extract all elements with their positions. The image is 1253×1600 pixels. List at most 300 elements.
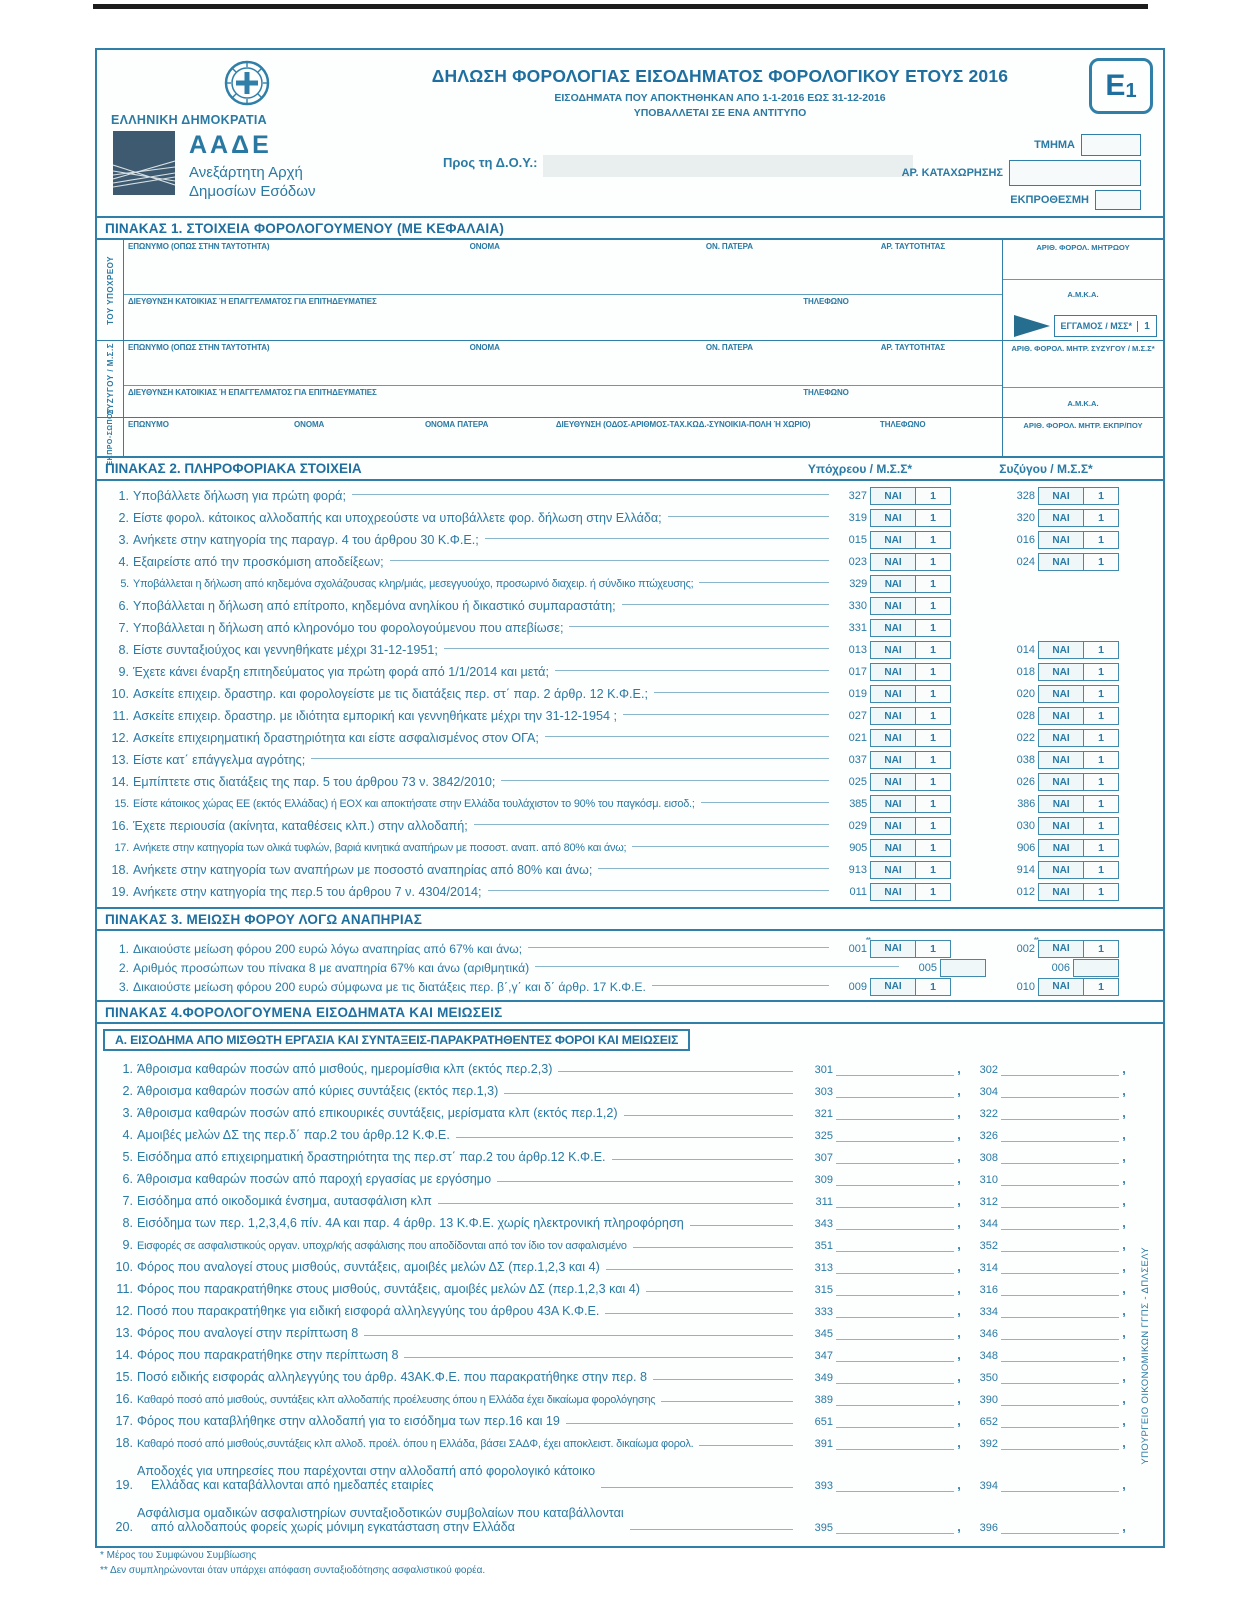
- obligor-answer-group: [835, 531, 951, 549]
- spouse-yes-checkbox[interactable]: ΝΑΙ: [1038, 940, 1084, 958]
- obligor-yes-checkbox[interactable]: ΝΑΙ: [870, 575, 916, 593]
- married-value[interactable]: 1: [1137, 321, 1156, 332]
- row-number: 5.: [122, 1150, 133, 1164]
- spouse-value-box[interactable]: 1: [1084, 861, 1119, 879]
- row-text-line1: Ποσό που παρακρατήθηκε για ειδική εισφορά αλληλεγγύης του άρθρου 43Α Κ.Φ.Ε.: [137, 1304, 600, 1318]
- row-text: [137, 1414, 560, 1428]
- table4-rows: [97, 1054, 1163, 1546]
- question-text: Υποβάλλεται η δήλωση από κληρονόμο του φορολογούμενου που απεβίωσε;: [133, 621, 564, 635]
- spouse-amount-code: 326: [979, 1130, 998, 1142]
- obligor-value-box[interactable]: 1: [916, 773, 951, 791]
- spouse-amount-code: 348: [979, 1350, 998, 1362]
- spouse-code: 020: [1016, 688, 1035, 700]
- spouse-code: 038: [1016, 754, 1035, 766]
- obligor-amount-field[interactable]: [836, 1325, 954, 1340]
- obligor-yes-checkbox[interactable]: ΝΑΙ: [870, 839, 916, 857]
- spouse-amount-field[interactable]: [1001, 1303, 1119, 1318]
- obligor-code: [835, 935, 870, 955]
- side-label-obligor: ΤΟΥ ΥΠΟΧΡΕΟΥ: [105, 255, 115, 325]
- question-text: Υποβάλλετε δήλωση για πρώτη φορά;: [133, 489, 346, 503]
- obligor-value-box[interactable]: 1: [916, 795, 951, 813]
- leader-line: [622, 603, 829, 605]
- table2-question-row: [105, 705, 1163, 727]
- republic-label: ΕΛΛΗΝΙΚΗ ΔΗΜΟΚΡΑΤΙΑ: [111, 113, 268, 127]
- greek-republic-emblem: [224, 60, 270, 106]
- table4-income-row: [105, 1166, 1163, 1188]
- spouse-value-box[interactable]: 1: [1084, 531, 1119, 549]
- spouse-amount-code: 322: [979, 1108, 998, 1120]
- obligor-amount-field[interactable]: [836, 1237, 954, 1252]
- obligor-code: 017: [848, 666, 867, 678]
- spouse-amount-field[interactable]: [1001, 1391, 1119, 1406]
- obligor-yes-checkbox[interactable]: ΝΑΙ: [870, 883, 916, 901]
- question-text: Έχετε περιουσία (ακίνητα, καταθέσεις κλπ.) στην αλλοδαπή;: [133, 819, 468, 833]
- obligor-father-label: ΟΝ. ΠΑΤΕΡΑ: [705, 242, 753, 251]
- leader-line: [558, 1070, 793, 1072]
- question-number: 1.: [118, 489, 129, 503]
- spouse-code: 026: [1016, 776, 1035, 788]
- obligor-amount-field[interactable]: [836, 1347, 954, 1362]
- obligor-amount-field[interactable]: [836, 1369, 954, 1384]
- question-number: 1.: [118, 941, 129, 956]
- obligor-code: 015: [848, 534, 867, 546]
- table2-rows: [97, 481, 1163, 907]
- row-number: 20.: [115, 1520, 133, 1534]
- decimal-comma: ,: [957, 1436, 961, 1450]
- question-text: Είστε κατ΄ επάγγελμα αγρότης;: [133, 753, 306, 767]
- decimal-comma: ,: [1122, 1084, 1126, 1098]
- late-submission-box[interactable]: [1095, 190, 1141, 210]
- spouse-amount-code: 314: [979, 1262, 998, 1274]
- spouse-amount-field[interactable]: [1001, 1281, 1119, 1296]
- obligor-amount-field[interactable]: [836, 1193, 954, 1208]
- obligor-afm-cell[interactable]: [1003, 240, 1163, 280]
- obligor-answer-group: [835, 861, 951, 879]
- registration-number-label: ΑΡ. ΚΑΤΑΧΩΡΗΣΗΣ: [901, 167, 1003, 179]
- row-number: 12.: [115, 1304, 133, 1318]
- table4-income-row: [105, 1386, 1163, 1408]
- obligor-answer-group: [835, 839, 951, 857]
- spouse-afm-cell[interactable]: [1003, 341, 1163, 388]
- spouse-value-box[interactable]: 1: [1084, 509, 1119, 527]
- row-text-line1: Φόρος που παρακρατήθηκε στους μισθούς, συντάξεις, αμοιβές μελών ΔΣ (περ.1,2,3 και 4): [137, 1282, 640, 1296]
- spouse-code: 012: [1016, 886, 1035, 898]
- obligor-amount-field[interactable]: [836, 1477, 954, 1492]
- obligor-amount-field[interactable]: [836, 1281, 954, 1296]
- obligor-yes-checkbox[interactable]: ΝΑΙ: [870, 553, 916, 571]
- obligor-yes-checkbox[interactable]: ΝΑΙ: [870, 509, 916, 527]
- obligor-value-box[interactable]: 1: [916, 751, 951, 769]
- scan-edge-line: [93, 4, 1148, 9]
- table2-question-row: [105, 551, 1163, 573]
- obligor-amount-code: 307: [814, 1152, 833, 1164]
- obligor-answer-group: [835, 729, 951, 747]
- obligor-code: 329: [849, 578, 867, 590]
- obligor-value-box[interactable]: 1: [916, 487, 951, 505]
- spouse-value-box[interactable]: 1: [1084, 751, 1119, 769]
- spouse-amount-field[interactable]: [1001, 1215, 1119, 1230]
- row-text-line1: Φόρος που καταβλήθηκε στην αλλοδαπή για το εισόδημα των περ.16 και 19: [137, 1414, 560, 1428]
- obligor-yes-checkbox[interactable]: ΝΑΙ: [870, 729, 916, 747]
- spouse-yes-checkbox[interactable]: ΝΑΙ: [1038, 553, 1084, 571]
- decimal-comma: ,: [1122, 1238, 1126, 1252]
- obligor-value-box[interactable]: 1: [916, 861, 951, 879]
- spouse-name-label: ΟΝΟΜΑ: [469, 343, 500, 352]
- obligor-value-box[interactable]: 1: [916, 707, 951, 725]
- row-text-line1: Ποσό ειδικής εισφοράς αλληλεγγύης του άρθρ. 43ΑΚ.Φ.Ε. που παρακρατήθηκε στην περ. 8: [137, 1370, 648, 1384]
- row-number: 16.: [115, 1392, 133, 1406]
- decimal-comma: ,: [1122, 1392, 1126, 1406]
- decimal-comma: ,: [1122, 1370, 1126, 1384]
- obligor-code-value: 005: [918, 961, 937, 974]
- leader-line: [352, 493, 829, 495]
- spouse-yes-checkbox[interactable]: ΝΑΙ: [1038, 773, 1084, 791]
- tmima-input-box[interactable]: [1081, 134, 1141, 156]
- obligor-value-box[interactable]: 1: [916, 883, 951, 901]
- spouse-amount-field[interactable]: [1001, 1369, 1119, 1384]
- obligor-value-box[interactable]: 1: [916, 509, 951, 527]
- spouse-value-box[interactable]: 1: [1084, 839, 1119, 857]
- obligor-yes-checkbox[interactable]: ΝΑΙ: [870, 751, 916, 769]
- obligor-amount-field[interactable]: [836, 1259, 954, 1274]
- spouse-yes-checkbox[interactable]: ΝΑΙ: [1038, 707, 1084, 725]
- spouse-yes-checkbox[interactable]: ΝΑΙ: [1038, 685, 1084, 703]
- spouse-answer-group: [1038, 959, 1119, 977]
- row-text: [137, 1194, 432, 1208]
- leader-line: [528, 946, 829, 948]
- spouse-answer-group: [1003, 817, 1119, 835]
- spouse-amount-field[interactable]: [1001, 1193, 1119, 1208]
- spouse-yes-checkbox[interactable]: ΝΑΙ: [1038, 641, 1084, 659]
- spouse-value-box[interactable]: 1: [1084, 940, 1119, 958]
- leader-line: [504, 1092, 793, 1094]
- obligor-amount-field[interactable]: [836, 1519, 954, 1534]
- spouse-code-value: 006: [1051, 961, 1070, 974]
- obligor-amount-code: 351: [814, 1240, 833, 1252]
- spouse-amount-field[interactable]: [1001, 1477, 1119, 1492]
- spouse-amount-field[interactable]: [1001, 1435, 1119, 1450]
- marital-status-arrow-icon: [1014, 315, 1050, 337]
- obligor-amount-code: 321: [814, 1108, 833, 1120]
- spouse-amount-field[interactable]: [1001, 1237, 1119, 1252]
- obligor-amount-code: 315: [814, 1284, 833, 1296]
- spouse-amka-cell[interactable]: [1003, 388, 1163, 417]
- spouse-amount-field[interactable]: [1001, 1413, 1119, 1428]
- agency-name-line1: Ανεξάρτητη Αρχή: [189, 164, 303, 181]
- obligor-amount-code: 343: [814, 1218, 833, 1230]
- to-doy-label: Προς τη Δ.Ο.Υ.:: [443, 155, 538, 170]
- obligor-answer-group: [835, 978, 951, 996]
- question-number: 12.: [111, 731, 129, 745]
- spouse-answer-group: [1003, 978, 1119, 996]
- spouse-value-box[interactable]: 1: [1084, 795, 1119, 813]
- obligor-answer-group: [835, 487, 951, 505]
- decimal-comma: ,: [957, 1414, 961, 1428]
- obligor-yes-checkbox[interactable]: ΝΑΙ: [870, 940, 916, 958]
- obligor-code: 905: [849, 842, 867, 854]
- tmima-label: ΤΜΗΜΑ: [1034, 139, 1075, 151]
- table4-income-row: [105, 1144, 1163, 1166]
- obligor-amount-field[interactable]: [836, 1105, 954, 1120]
- spouse-value-box[interactable]: 1: [1084, 729, 1119, 747]
- obligor-address-row[interactable]: [124, 295, 1002, 340]
- obligor-value-box[interactable]: 1: [916, 817, 951, 835]
- obligor-yes-checkbox[interactable]: ΝΑΙ: [870, 597, 916, 615]
- spouse-address-row[interactable]: [124, 386, 1002, 417]
- question-number: 2.: [118, 511, 129, 525]
- spouse-identity-row[interactable]: [124, 341, 1002, 386]
- table4-sectionA-header: Α. ΕΙΣΟΔΗΜΑ ΑΠΟ ΜΙΣΘΩΤΗ ΕΡΓΑΣΙΑ ΚΑΙ ΣΥΝΤΑΞΕΙΣ-ΠΑΡΑΚΡΑΤΗΘΕΝΤΕΣ ΦΟΡΟΙ ΚΑΙ ΜΕΙΩΣΕΙΣ: [103, 1029, 690, 1051]
- obligor-yes-checkbox[interactable]: ΝΑΙ: [870, 619, 916, 637]
- representative-row[interactable]: [124, 418, 1002, 456]
- spouse-yes-checkbox[interactable]: ΝΑΙ: [1038, 795, 1084, 813]
- obligor-code: 027: [848, 710, 867, 722]
- obligor-answer-group: [835, 883, 951, 901]
- spouse-yes-checkbox[interactable]: ΝΑΙ: [1038, 751, 1084, 769]
- spouse-value-box[interactable]: 1: [1084, 978, 1119, 996]
- obligor-value-box[interactable]: 1: [916, 685, 951, 703]
- row-text-line1: Αποδοχές για υπηρεσίες που παρέχονται στην αλλοδαπή από φορολογικό κάτοικο: [137, 1464, 596, 1478]
- spouse-amount-field[interactable]: [1001, 1149, 1119, 1164]
- spouse-value-box[interactable]: 1: [1084, 685, 1119, 703]
- row-text: [137, 1282, 640, 1296]
- leader-line: [701, 801, 829, 803]
- row-text-line1: Εισόδημα των περ. 1,2,3,4,6 πίν. 4Α και παρ. 4 άρθρ. 13 Κ.Φ.Ε. χωρίς ηλεκτρονική πληροφόρηση: [137, 1216, 684, 1230]
- row-text: [137, 1260, 600, 1274]
- obligor-value-box[interactable]: 1: [916, 531, 951, 549]
- spouse-answer-group: [1003, 553, 1119, 571]
- form-code-digit: 1: [1125, 79, 1137, 102]
- spouse-yes-checkbox[interactable]: ΝΑΙ: [1038, 729, 1084, 747]
- row-number: 11.: [116, 1282, 133, 1296]
- spouse-value-box[interactable]: 1: [1084, 641, 1119, 659]
- leader-line: [661, 1400, 793, 1402]
- spouse-surname-label: ΕΠΩΝΥΜΟ (ΟΠΩΣ ΣΤΗΝ ΤΑΥΤΟΤΗΤΑ): [128, 343, 270, 352]
- obligor-yes-checkbox[interactable]: ΝΑΙ: [870, 978, 916, 996]
- obligor-value-box[interactable]: 1: [916, 729, 951, 747]
- obligor-identity-row[interactable]: [124, 240, 1002, 295]
- obligor-amount-field[interactable]: [836, 1435, 954, 1450]
- agency-name: [189, 164, 315, 202]
- spouse-yes-checkbox[interactable]: ΝΑΙ: [1038, 487, 1084, 505]
- leader-line: [485, 537, 829, 539]
- spouse-value-box[interactable]: 1: [1084, 883, 1119, 901]
- spouse-value-box[interactable]: 1: [1084, 663, 1119, 681]
- obligor-code: 019: [848, 688, 867, 700]
- leader-line: [569, 625, 829, 627]
- spouse-yes-checkbox[interactable]: ΝΑΙ: [1038, 883, 1084, 901]
- rep-phone-label: ΤΗΛΕΦΩΝΟ: [879, 420, 926, 429]
- obligor-amount-field[interactable]: [836, 1061, 954, 1076]
- table4-income-row: [105, 1408, 1163, 1430]
- leader-line: [488, 889, 830, 891]
- registration-number-box[interactable]: [1009, 160, 1141, 186]
- decimal-comma: ,: [1122, 1062, 1126, 1076]
- obligor-answer-group: [835, 641, 951, 659]
- question-number: 13.: [111, 753, 129, 767]
- obligor-yes-checkbox[interactable]: ΝΑΙ: [870, 707, 916, 725]
- obligor-value-box[interactable]: 1: [916, 641, 951, 659]
- decimal-comma: ,: [1122, 1348, 1126, 1362]
- question-text: Υποβάλλεται η δήλωση από επίτροπο, κηδεμόνα ανηλίκου ή δικαστικό συμπαραστάτη;: [133, 599, 616, 613]
- spouse-amount-field[interactable]: [1001, 1083, 1119, 1098]
- obligor-value-box[interactable]: 1: [916, 575, 951, 593]
- obligor-yes-checkbox[interactable]: ΝΑΙ: [870, 531, 916, 549]
- obligor-amount-code: 393: [814, 1480, 833, 1492]
- spouse-id-label: ΑΡ. ΤΑΥΤΟΤΗΤΑΣ: [880, 343, 946, 352]
- obligor-value-box[interactable]: 1: [916, 619, 951, 637]
- spouse-amount-field[interactable]: [1001, 1061, 1119, 1076]
- decimal-comma: ,: [1122, 1326, 1126, 1340]
- obligor-yes-checkbox[interactable]: ΝΑΙ: [870, 487, 916, 505]
- leader-line: [605, 1312, 793, 1314]
- table4-income-row: [105, 1210, 1163, 1232]
- side-label-spouse: ΣΥΖΥΓΟΥ / Μ.Σ.Σ: [105, 343, 115, 415]
- obligor-value-box[interactable]: 1: [916, 940, 951, 958]
- decimal-comma: ,: [1122, 1282, 1126, 1296]
- table4-income-row: [105, 1342, 1163, 1364]
- spouse-amount-field[interactable]: [1001, 1171, 1119, 1186]
- decimal-comma: ,: [1122, 1106, 1126, 1120]
- row-text: [137, 1084, 498, 1098]
- obligor-yes-checkbox[interactable]: ΝΑΙ: [870, 663, 916, 681]
- obligor-amount-field[interactable]: [836, 1303, 954, 1318]
- obligor-amount-field[interactable]: [836, 1149, 954, 1164]
- spouse-amount-code: 390: [979, 1394, 998, 1406]
- spouse-afm-label: ΑΡΙΘ. ΦΟΡΟΛ. ΜΗΤΡ. ΣΥΖΥΓΟΥ / Μ.Σ.Σ*: [1011, 344, 1155, 353]
- table2-question-row: [105, 485, 1163, 507]
- obligor-value-box[interactable]: 1: [916, 553, 951, 571]
- row-number: 4.: [122, 1128, 133, 1142]
- spouse-value-box[interactable]: 1: [1084, 553, 1119, 571]
- row-text: [137, 1436, 693, 1450]
- question-number: 15.: [114, 798, 129, 810]
- spouse-yes-checkbox[interactable]: ΝΑΙ: [1038, 839, 1084, 857]
- obligor-yes-checkbox[interactable]: ΝΑΙ: [870, 641, 916, 659]
- decimal-comma: ,: [957, 1478, 961, 1492]
- spouse-yes-checkbox[interactable]: ΝΑΙ: [1038, 509, 1084, 527]
- spouse-amount-field[interactable]: [1001, 1127, 1119, 1142]
- obligor-answer-group: [835, 509, 951, 527]
- spouse-yes-checkbox[interactable]: ΝΑΙ: [1038, 978, 1084, 996]
- obligor-value-box[interactable]: 1: [916, 663, 951, 681]
- spouse-yes-checkbox[interactable]: ΝΑΙ: [1038, 531, 1084, 549]
- obligor-yes-checkbox[interactable]: ΝΑΙ: [870, 861, 916, 879]
- spouse-yes-checkbox[interactable]: ΝΑΙ: [1038, 817, 1084, 835]
- spouse-value-box[interactable]: 1: [1084, 487, 1119, 505]
- spouse-code-value: 010: [1016, 980, 1035, 993]
- obligor-code: 385: [849, 798, 867, 810]
- spouse-yes-checkbox[interactable]: ΝΑΙ: [1038, 663, 1084, 681]
- leader-line: [566, 1422, 793, 1424]
- spouse-amount-field[interactable]: [1001, 1105, 1119, 1120]
- row-text: [137, 1106, 618, 1120]
- obligor-value-box[interactable]: 1: [916, 597, 951, 615]
- obligor-amount-field[interactable]: [836, 1215, 954, 1230]
- table4-income-row: [105, 1078, 1163, 1100]
- obligor-yes-checkbox[interactable]: ΝΑΙ: [870, 817, 916, 835]
- marital-status-box[interactable]: [1054, 315, 1157, 337]
- obligor-amount-field[interactable]: [836, 1171, 954, 1186]
- question-text: Αριθμός προσώπων του πίνακα 8 με αναπηρία 67% και άνω (αριθμητικά): [133, 960, 530, 975]
- obligor-amount-field[interactable]: [836, 1391, 954, 1406]
- spouse-amount-code: 304: [979, 1086, 998, 1098]
- agency-name-line2: Δημοσίων Εσόδων: [189, 182, 316, 200]
- obligor-amount-field[interactable]: [836, 1413, 954, 1428]
- obligor-yes-checkbox[interactable]: ΝΑΙ: [870, 795, 916, 813]
- table4-income-row: [105, 1364, 1163, 1386]
- obligor-surname-label: ΕΠΩΝΥΜΟ (ΟΠΩΣ ΣΤΗΝ ΤΑΥΤΟΤΗΤΑ): [128, 242, 270, 251]
- spouse-code: [1003, 981, 1038, 993]
- obligor-amount-field[interactable]: [836, 1083, 954, 1098]
- spouse-answer-group: [1003, 509, 1119, 527]
- row-text-line1: Άθροισμα καθαρών ποσών από παροχή εργασίας με εργόσημο: [137, 1172, 492, 1186]
- rep-afm-cell[interactable]: [1003, 418, 1163, 456]
- row-text-line1: Άθροισμα καθαρών ποσών από επικουρικές συντάξεις, μερίσματα κλπ (εκτός περ.1,2): [137, 1106, 618, 1120]
- obligor-value-box[interactable]: 1: [916, 978, 951, 996]
- spouse-value-box[interactable]: 1: [1084, 707, 1119, 725]
- spouse-amount-field[interactable]: [1001, 1259, 1119, 1274]
- obligor-amount-code: 313: [814, 1262, 833, 1274]
- double-asterisk: **: [1033, 935, 1038, 945]
- spouse-code: 018: [1016, 666, 1035, 678]
- leader-line: [699, 1444, 793, 1446]
- leader-line: [501, 779, 829, 781]
- table4-income-row: [105, 1452, 1163, 1494]
- obligor-amka-cell[interactable]: [1003, 280, 1163, 307]
- spouse-amount-field[interactable]: [1001, 1325, 1119, 1340]
- leader-line: [624, 1114, 793, 1116]
- form-code-letter: Ε: [1105, 69, 1126, 102]
- row-text-line1: Ασφάλισμα ομαδικών ασφαλιστηρίων συνταξιοδοτικών συμβολαίων που καταβάλλονται: [137, 1506, 624, 1520]
- spouse-amka-label: Α.Μ.Κ.Α.: [1067, 399, 1099, 408]
- question-text: Εμπίπτετε στις διατάξεις της παρ. 5 του άρθρου 73 ν. 3842/2010;: [133, 775, 496, 789]
- leader-line: [535, 965, 899, 967]
- obligor-yes-checkbox[interactable]: ΝΑΙ: [870, 685, 916, 703]
- spouse-amount-field[interactable]: [1001, 1347, 1119, 1362]
- obligor-answer-group: [835, 795, 951, 813]
- spouse-yes-checkbox[interactable]: ΝΑΙ: [1038, 861, 1084, 879]
- spouse-value-box[interactable]: 1: [1084, 817, 1119, 835]
- obligor-amount-field[interactable]: [836, 1127, 954, 1142]
- spouse-answer-group: [1003, 685, 1119, 703]
- spouse-amount-field[interactable]: [1001, 1519, 1119, 1534]
- question-text: Δικαιούστε μείωση φόρου 200 ευρώ σύμφωνα με τις διατάξεις περ. β΄,γ΄ και δ΄ άρθρ. 17 Κ.Φ.Ε.: [133, 979, 646, 994]
- row-text-line1: Καθαρό ποσό από μισθούς,συντάξεις κλπ αλλοδ. προέλ. όπου η Ελλάδα, βάσει ΣΑΔΦ, έχει αποκλειστ. δικαίωμα φορολ.: [137, 1438, 694, 1450]
- obligor-yes-checkbox[interactable]: ΝΑΙ: [870, 773, 916, 791]
- obligor-answer-group: [835, 773, 951, 791]
- spouse-yes-checkbox[interactable]: [1073, 959, 1119, 977]
- decimal-comma: ,: [957, 1084, 961, 1098]
- obligor-code: [835, 981, 870, 993]
- obligor-value-box[interactable]: 1: [916, 839, 951, 857]
- doy-input-field[interactable]: [543, 155, 913, 177]
- leader-line: [390, 559, 829, 561]
- spouse-code-value: 002: [1016, 942, 1035, 955]
- obligor-amount-code: 345: [814, 1328, 833, 1340]
- table4-income-row: [105, 1494, 1163, 1536]
- spouse-amount-code: 350: [979, 1372, 998, 1384]
- spouse-code: 030: [1016, 820, 1035, 832]
- spouse-code: 320: [1016, 512, 1035, 524]
- obligor-yes-checkbox[interactable]: [940, 959, 986, 977]
- question-text: Είστε κάτοικος χώρας ΕΕ (εκτός Ελλάδας) ή ΕΟΧ και αποκτήσατε στην Ελλάδα τουλάχιστον το 90% του παγκόσμ. εισοδ.;: [133, 798, 695, 810]
- table3-question-row: [105, 935, 1163, 958]
- table1-title: ΠΙΝΑΚΑΣ 1. ΣΤΟΙΧΕΙΑ ΦΟΡΟΛΟΓΟΥΜΕΝΟΥ (ΜΕ ΚΕΦΑΛΑΙΑ): [97, 216, 1163, 240]
- decimal-comma: ,: [957, 1370, 961, 1384]
- row-text: [137, 1172, 491, 1186]
- spouse-value-box[interactable]: 1: [1084, 773, 1119, 791]
